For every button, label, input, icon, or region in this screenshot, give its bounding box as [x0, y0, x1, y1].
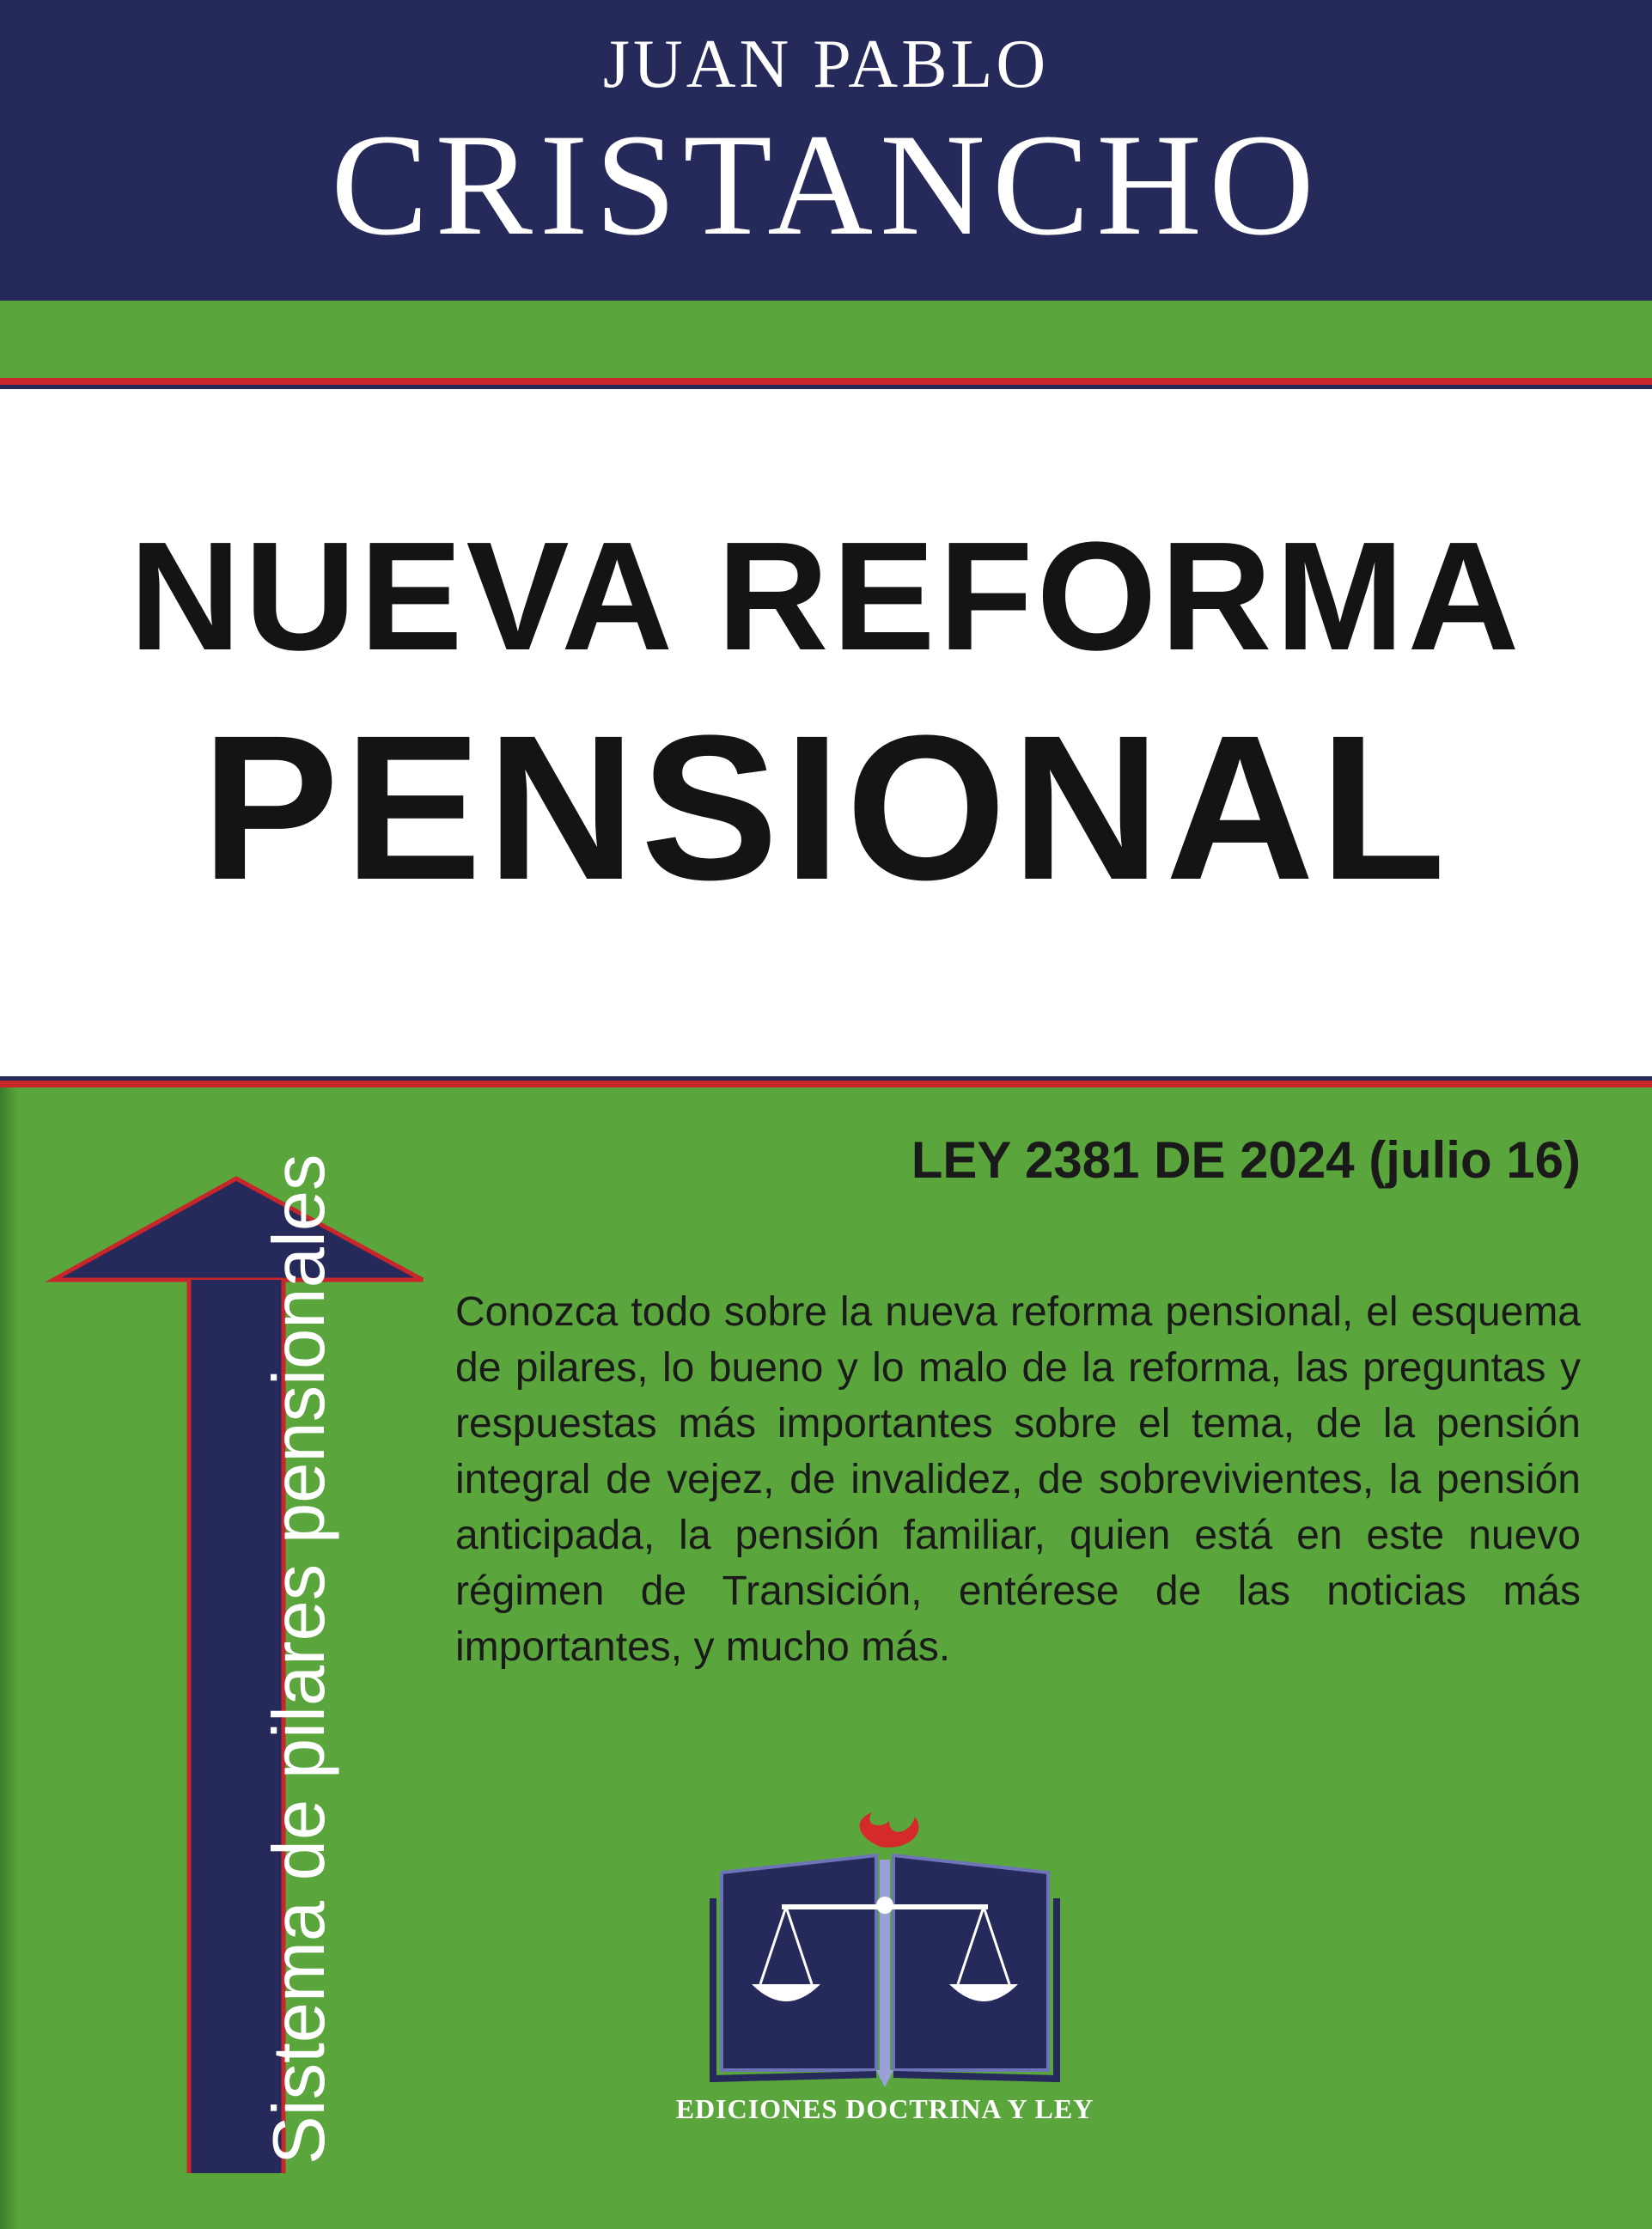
book-scales-logo-icon [704, 1812, 1065, 2087]
title-line-2: PENSIONAL [201, 692, 1451, 923]
green-strip [0, 301, 1652, 378]
title-line-1: NUEVA REFORMA [129, 510, 1523, 683]
author-first-name: JUAN PABLO [602, 27, 1050, 102]
publisher-name: EDICIONES DOCTRINA Y LEY [675, 2093, 1094, 2124]
author-last-name: CRISTANCHO [331, 104, 1321, 265]
author-band [0, 0, 1652, 301]
divider-bottom-red [0, 1081, 1652, 1087]
law-reference: LEY 2381 DE 2024 (julio 16) [911, 1131, 1581, 1189]
arrow-label: Sistema de pilares pensionales [259, 1154, 340, 2165]
description-text: Conozca todo sobre la nueva reforma pensional, el esquema de pilares, lo bueno y lo malo de la reforma, las preguntas y respuestas más importantes sobre el tema, de la pensión integral de vejez, de invalidez, de sobrevivientes, la pensión anticipada, la pensión familiar, quien está en este nuevo régimen de Transición, entérese de las noticias más importantes, y mucho más. [455, 1289, 1581, 1670]
up-arrow-icon [43, 1168, 430, 2173]
divider-top-red [0, 378, 1652, 385]
